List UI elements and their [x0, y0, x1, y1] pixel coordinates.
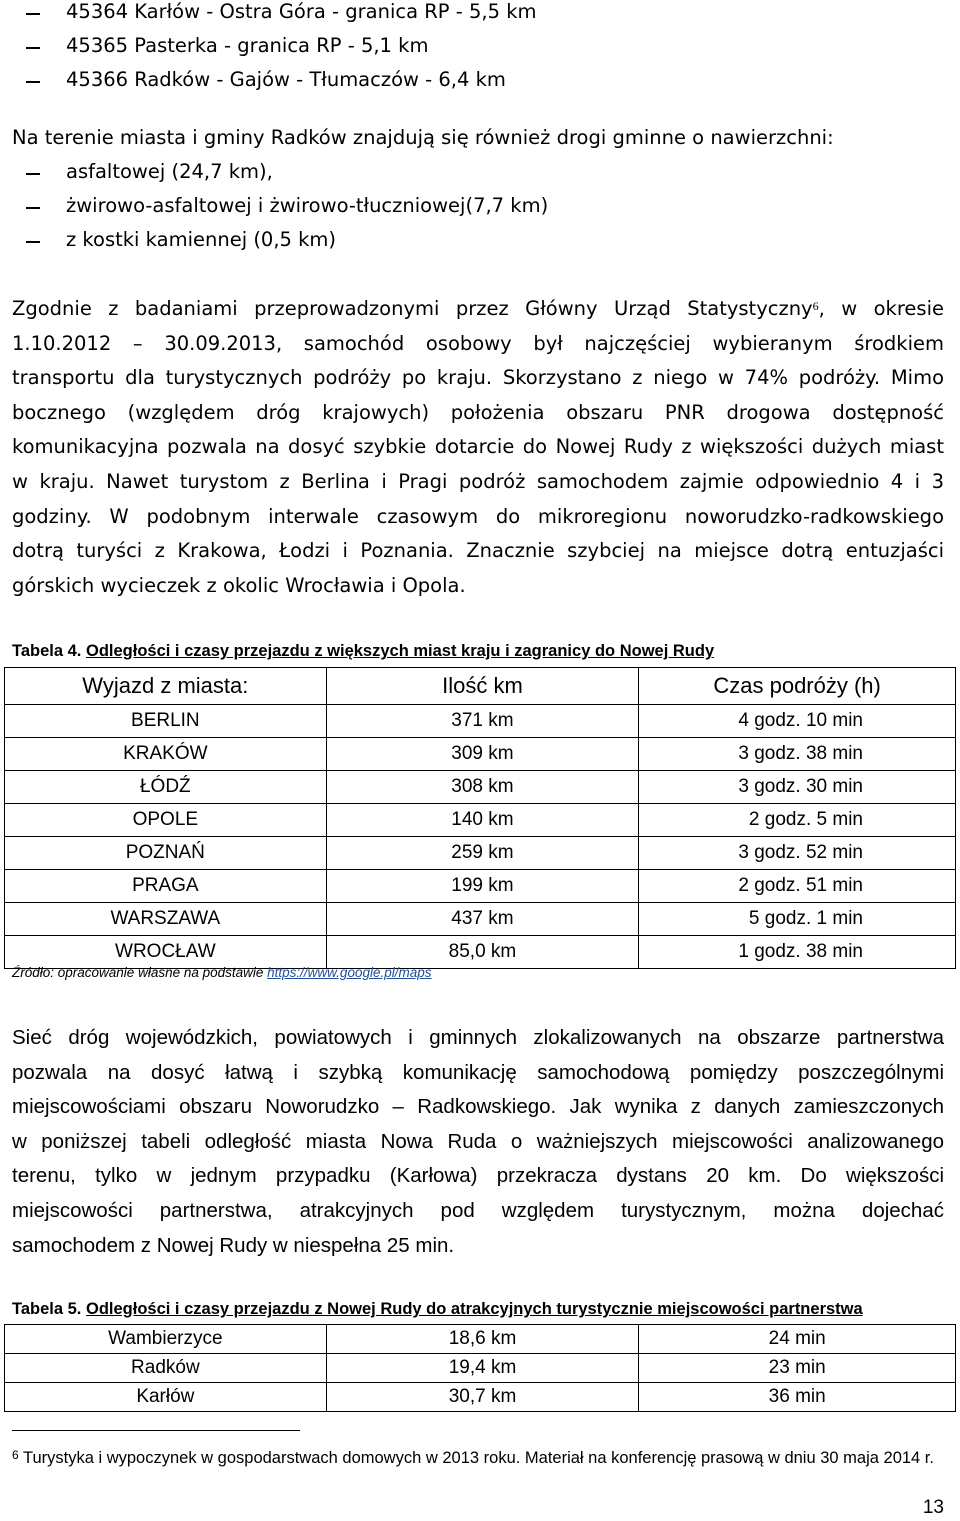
- footnote: [12, 1446, 944, 1471]
- cell-time: 1 godz. 38 min: [639, 936, 956, 969]
- caption-text: Odległości i czasy przejazdu z większych miast kraju i zagranicy do Nowej Rudy: [86, 642, 715, 660]
- para-line: samochodem z Nowej Rudy w niespełna 25 min.: [12, 1233, 455, 1257]
- cell-time: 3 godz. 52 min: [639, 837, 956, 870]
- para-line: [12, 327, 944, 362]
- table-row: [5, 771, 956, 804]
- para-line: miejscowości partnerstwa, atrakcyjnych pod względem turystycznym, można dojechać: [12, 1198, 944, 1222]
- bullet-dash: [26, 173, 40, 175]
- para-line: w poniższej tabeli odległość miasta Nowa Ruda o ważniejszych miejscowości analizowanego: [12, 1129, 944, 1153]
- cell-time: 4 godz. 10 min: [639, 705, 956, 738]
- gminne-item: żwirowo-asfaltowej i żwirowo-tłuczniowej(7,7 km): [66, 194, 549, 217]
- cell-km: 309 km: [326, 738, 639, 771]
- table-row: [5, 1354, 956, 1383]
- table-row: [5, 1383, 956, 1412]
- footnote-text: Turystyka i wypoczynek w gospodarstwach domowych w 2013 roku. Materiał na konferencję prasową w dniu 30 maja 2014 r.: [18, 1449, 934, 1467]
- cell-time: 3 godz. 30 min: [639, 771, 956, 804]
- cell-city: PRAGA: [5, 870, 327, 903]
- table5-caption: [12, 1300, 863, 1319]
- cell-city: BERLIN: [5, 705, 327, 738]
- para-text: , w okresie: [818, 297, 944, 320]
- distance-table-cities: [4, 667, 956, 969]
- cell-city: POZNAŃ: [5, 837, 327, 870]
- cell-place: Wambierzyce: [5, 1325, 327, 1354]
- cell-time: 23 min: [639, 1354, 956, 1383]
- para-text: 1.10.2012: [12, 331, 112, 355]
- para-text: Zgodnie z badaniami przeprowadzonymi przez Główny Urząd Statystyczny: [12, 297, 813, 320]
- road-item: 45364 Karłów - Ostra Góra - granica RP - 5,5 km: [66, 0, 537, 23]
- para-line: komunikacyjna pozwala na dosyć szybkie dotarcie do Nowej Rudy z większości dużych miast: [12, 435, 944, 459]
- table-row: [5, 1325, 956, 1354]
- cell-km: 199 km: [326, 870, 639, 903]
- para-line: górskich wycieczek z okolic Wrocławia i Opola.: [12, 573, 466, 597]
- table4-source: [12, 965, 432, 980]
- table-row: [5, 705, 956, 738]
- para-line: dotrą turyści z Krakowa, Łodzi i Poznania. Znacznie szybciej na miejsce dotrą entuzjaści: [12, 539, 944, 563]
- footnote-separator: [12, 1430, 300, 1431]
- caption-label: Tabela 4.: [12, 642, 82, 660]
- caption-label: Tabela 5.: [12, 1300, 82, 1318]
- table-row: [5, 936, 956, 969]
- cell-km: 30,7 km: [326, 1383, 639, 1412]
- distance-table-partnership: [4, 1324, 956, 1412]
- bullet-dash: [26, 207, 40, 209]
- date-dash: –: [132, 331, 143, 355]
- cell-time: 24 min: [639, 1325, 956, 1354]
- cell-km: 308 km: [326, 771, 639, 804]
- road-item: 45366 Radków - Gajów - Tłumaczów - 6,4 km: [66, 68, 506, 91]
- bullet-dash: [26, 47, 40, 49]
- cell-city: WARSZAWA: [5, 903, 327, 936]
- header-km: Ilość km: [326, 668, 639, 705]
- paragraph-road-network: [12, 1021, 944, 1263]
- para-line: [12, 292, 944, 327]
- cell-km: 259 km: [326, 837, 639, 870]
- cell-city: KRAKÓW: [5, 738, 327, 771]
- cell-km: 19,4 km: [326, 1354, 639, 1383]
- source-link[interactable]: https://www.google.pl/maps: [267, 965, 432, 980]
- bullet-dash: [26, 241, 40, 243]
- paragraph-survey: [12, 292, 944, 603]
- gminne-intro: Na terenie miasta i gminy Radków znajdują się również drogi gminne o nawierzchni:: [12, 126, 834, 149]
- page-number: 13: [922, 1497, 944, 1518]
- road-item: 45365 Pasterka - granica RP - 5,1 km: [66, 34, 429, 57]
- cell-km: 18,6 km: [326, 1325, 639, 1354]
- cell-time: 3 godz. 38 min: [639, 738, 956, 771]
- bullet-dash: [26, 13, 40, 15]
- gminne-item: asfaltowej (24,7 km),: [66, 160, 273, 183]
- para-line: pozwala na dosyć łatwą i szybką komunikację samochodową pomiędzy poszczególnymi: [12, 1060, 944, 1084]
- table4-caption: [12, 642, 714, 661]
- para-line: bocznego (względem dróg krajowych) położenia obszaru PNR drogowa dostępność: [12, 400, 944, 424]
- cell-km: 140 km: [326, 804, 639, 837]
- bullet-dash: [26, 81, 40, 83]
- source-text: Źródło: opracowanie własne na podstawie: [12, 965, 268, 980]
- gminne-item: z kostki kamiennej (0,5 km): [66, 228, 337, 251]
- para-text: 30.09.2013, samochód osobowy był najczęściej wybieranym środkiem: [164, 331, 945, 355]
- cell-city: OPOLE: [5, 804, 327, 837]
- cell-city: ŁÓDŹ: [5, 771, 327, 804]
- table-row: [5, 804, 956, 837]
- table-row: [5, 738, 956, 771]
- cell-time: 5 godz. 1 min: [639, 903, 956, 936]
- cell-city: WROCŁAW: [5, 936, 327, 969]
- header-time: Czas podróży (h): [639, 668, 956, 705]
- para-line: miejscowościami obszaru Noworudzko – Radkowskiego. Jak wynika z danych zamieszczonych: [12, 1095, 944, 1119]
- cell-place: Karłów: [5, 1383, 327, 1412]
- header-city: Wyjazd z miasta:: [5, 668, 327, 705]
- cell-km: 437 km: [326, 903, 639, 936]
- table-row: [5, 837, 956, 870]
- cell-place: Radków: [5, 1354, 327, 1383]
- cell-time: 2 godz. 51 min: [639, 870, 956, 903]
- table-row: [5, 903, 956, 936]
- para-line: transportu dla turystycznych podróży po kraju. Skorzystano z niego w 74% podróży. Mimo: [12, 366, 944, 390]
- cell-km: 85,0 km: [326, 936, 639, 969]
- para-line: godziny. W podobnym interwale czasowym do mikroregionu noworudzko-radkowskiego: [12, 504, 944, 528]
- footnote-ref: 6: [812, 299, 819, 313]
- para-line: terenu, tylko w jednym przypadku (Karłowa) przekracza dystans 20 km. Do większości: [12, 1164, 944, 1188]
- table-row: [5, 870, 956, 903]
- cell-time: 2 godz. 5 min: [639, 804, 956, 837]
- para-line: Sieć dróg wojewódzkich, powiatowych i gminnych zlokalizowanych na obszarze partnerstwa: [12, 1026, 944, 1049]
- table-header-row: [5, 668, 956, 705]
- para-line: w kraju. Nawet turystom z Berlina i Pragi podróż samochodem zajmie odpowiednio 4 i 3: [12, 469, 944, 493]
- caption-text: Odległości i czasy przejazdu z Nowej Rudy do atrakcyjnych turystycznie miejscowości partnerstwa: [86, 1300, 863, 1318]
- footnote-number: 6: [12, 1448, 19, 1462]
- cell-time: 36 min: [639, 1383, 956, 1412]
- cell-km: 371 km: [326, 705, 639, 738]
